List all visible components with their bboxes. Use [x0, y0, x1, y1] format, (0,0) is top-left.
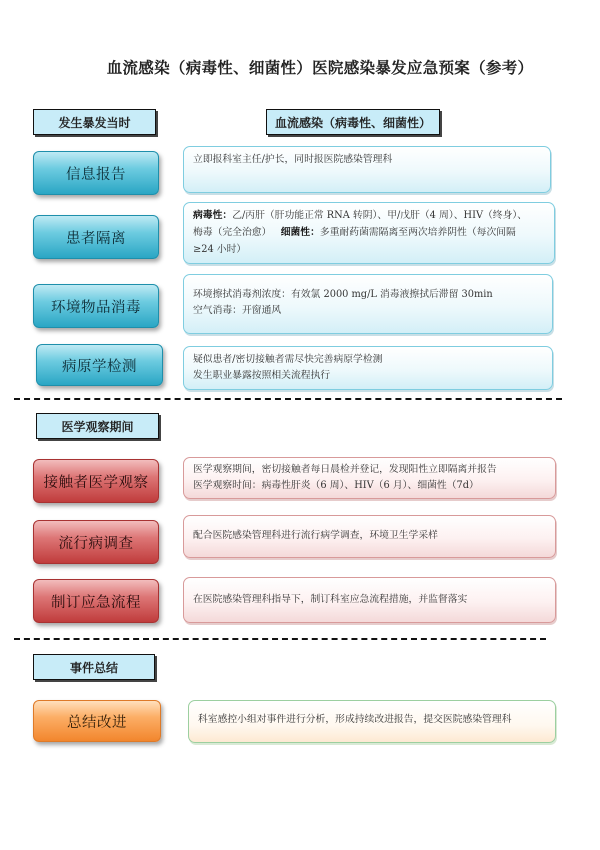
isolation-bacterial-row: ≥24 小时） — [193, 244, 247, 255]
step-disinfection-detail — [183, 274, 553, 334]
contact-observation-line1: 医学观察期间，密切接触者每日晨检并登记，发现阳性立即隔离并报告 — [193, 464, 497, 475]
viral-line1: 乙/丙肝（肝功能正常 RNA 转阴）、甲/戊肝（4 周）、HIV（终身）、 — [232, 210, 528, 221]
step-report-button: 信息报告 — [33, 151, 159, 195]
pathogen-line1: 疑似患者/密切接触者需尽快完善病原学检测 — [193, 354, 383, 365]
section-header-summary: 事件总结 — [33, 654, 155, 680]
contact-observation-line2: 医学观察时间：病毒性肝炎（6 周）、HIV（6 月）、细菌性（7d） — [193, 480, 479, 491]
procedure-text: 在医院感染管理科指导下，制订科室应急流程措施，并监督落实 — [193, 594, 468, 605]
section-header-observation: 医学观察期间 — [36, 413, 159, 439]
step-procedure-button: 制订应急流程 — [33, 579, 159, 623]
pathogen-line2: 发生职业暴露按照相关流程执行 — [193, 370, 331, 381]
section-divider-1 — [14, 398, 562, 400]
step-contact-observation-button: 接触者医学观察 — [33, 459, 159, 503]
disinfection-line2: 空气消毒：开窗通风 — [193, 305, 282, 316]
report-text: 立即报科室主任/护长，同时报医院感染管理科 — [193, 154, 393, 165]
isolation-mixed-row — [193, 224, 545, 241]
step-contact-observation-detail — [183, 457, 556, 499]
step-improvement-detail — [188, 700, 556, 743]
step-epidemiology-detail — [183, 515, 556, 558]
section-header-infection-type: 血流感染（病毒性、细菌性） — [266, 109, 440, 135]
isolation-viral-row — [193, 207, 545, 224]
page-title: 血流感染（病毒性、细菌性）医院感染暴发应急预案（参考） — [106, 59, 534, 77]
epidemiology-text: 配合医院感染管理科进行流行病学调查，环境卫生学采样 — [193, 530, 438, 541]
viral-label: 病毒性： — [193, 210, 233, 221]
bacterial-label: 细菌性： — [280, 227, 320, 238]
step-pathogen-detail — [183, 346, 553, 390]
viral-line2: 梅毒（完全治愈） — [193, 227, 272, 238]
step-epidemiology-button: 流行病调查 — [33, 520, 159, 564]
improvement-text: 科室感控小组对事件进行分析，形成持续改进报告，提交医院感染管理科 — [198, 714, 512, 725]
bacterial-line2: 多重耐药菌需隔离至两次培养阴性（每次间隔 — [319, 227, 516, 238]
step-isolation-button: 患者隔离 — [33, 215, 159, 259]
disinfection-line1: 环境擦拭消毒剂浓度：有效氯 2000 mg/L 消毒液擦拭后滞留 30min — [193, 289, 493, 300]
step-improvement-button: 总结改进 — [33, 700, 161, 742]
step-pathogen-button: 病原学检测 — [36, 344, 163, 386]
section-divider-2 — [14, 638, 546, 640]
step-procedure-detail — [183, 577, 556, 623]
step-report-detail — [183, 146, 551, 193]
section-header-outbreak: 发生暴发当时 — [33, 109, 156, 135]
step-isolation-detail — [183, 202, 555, 264]
step-disinfection-button: 环境物品消毒 — [33, 284, 159, 328]
